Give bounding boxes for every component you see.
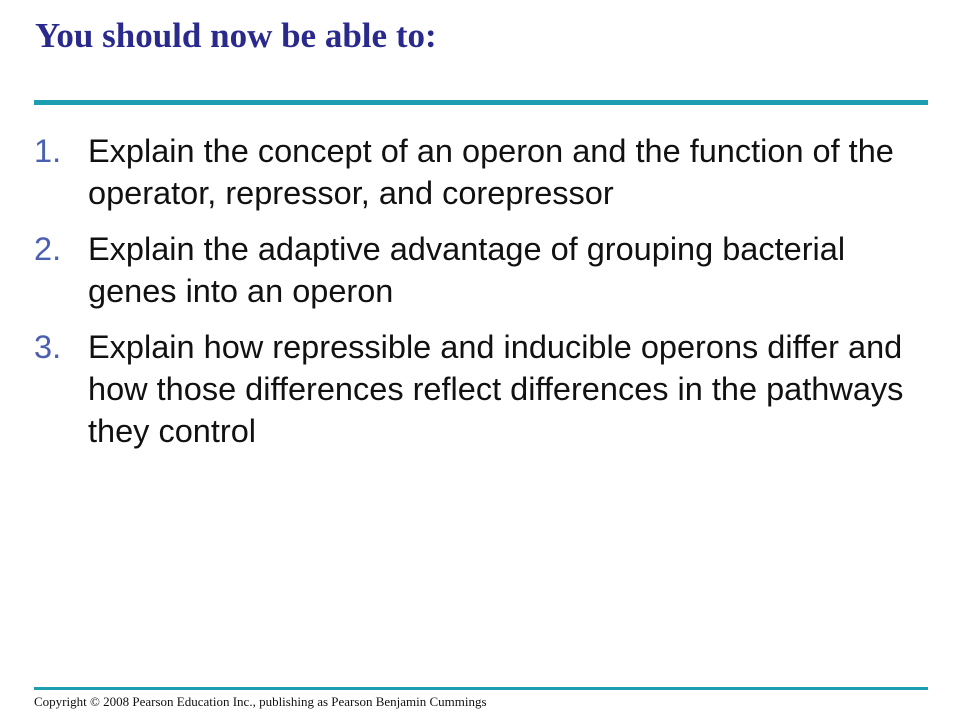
objective-text: Explain how repressible and inducible operons differ and how those differences reflect differences in the pathways they control bbox=[88, 329, 904, 449]
title-divider bbox=[34, 100, 928, 105]
copyright-notice: Copyright © 2008 Pearson Education Inc., publishing as Pearson Benjamin Cummings bbox=[34, 694, 487, 709]
objective-text: Explain the concept of an operon and the function of the operator, repressor, and corepressor bbox=[88, 133, 894, 211]
objective-number: 2. bbox=[34, 231, 62, 267]
objective-number: 1. bbox=[34, 133, 62, 169]
objective-item bbox=[34, 228, 924, 312]
objectives-list bbox=[34, 130, 924, 466]
objective-item bbox=[34, 326, 924, 452]
objective-text: Explain the adaptive advantage of grouping bacterial genes into an operon bbox=[88, 231, 846, 309]
footer-divider bbox=[34, 687, 928, 690]
objective-item bbox=[34, 130, 924, 214]
objective-number: 3. bbox=[34, 329, 62, 365]
slide-title: You should now be able to: bbox=[35, 16, 437, 55]
